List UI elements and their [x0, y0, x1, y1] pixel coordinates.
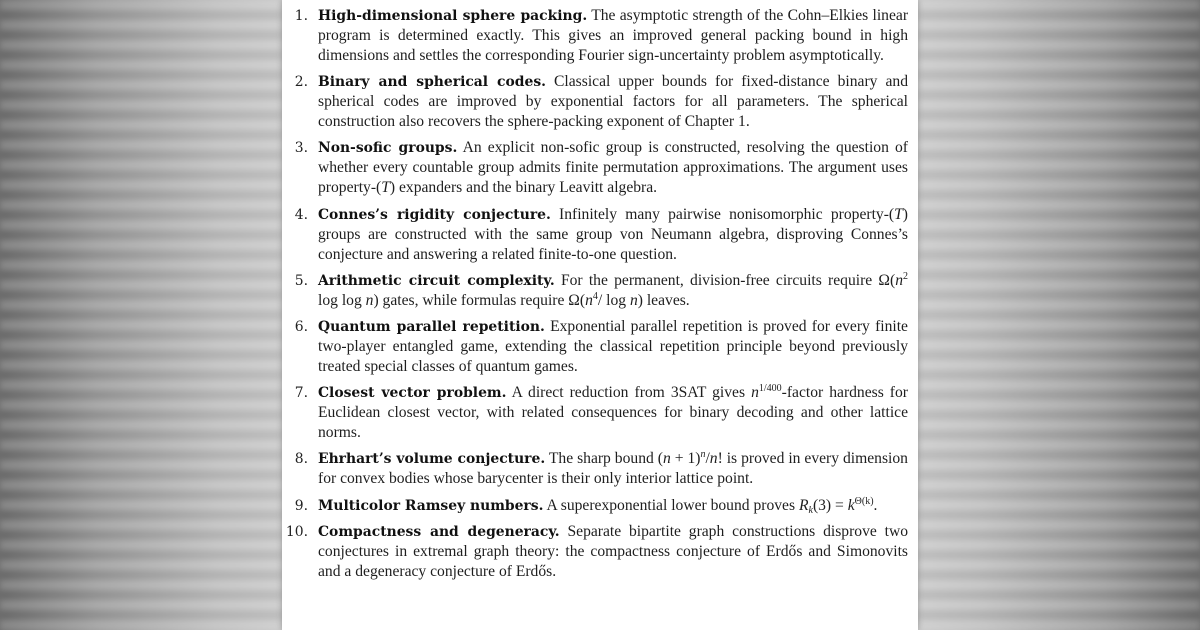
list-item-6	[282, 317, 908, 377]
math-symbol: R	[798, 496, 809, 514]
item-title: Ehrhart’s volume conjecture.	[318, 451, 546, 468]
item-body	[318, 6, 908, 66]
math-symbol: T	[381, 179, 390, 197]
item-title: High-dimensional sphere packing.	[318, 8, 588, 24]
item-text: Exponential parallel repetition is proved for every finite two-player entangled game, extending the classical repetition principle beyond previously treated special classes of quantum games.	[318, 317, 908, 375]
item-title: Closest vector problem.	[318, 385, 507, 402]
item-text: A direct reduction from 3SAT gives	[511, 384, 752, 402]
item-text: The asymptotic strength of the Cohn–Elkies linear program is determined exactly. This gives an improved general packing bound in high dimensions and settles the corresponding Fourier sign-uncertainty problem asymptotically.	[318, 7, 909, 64]
item-title: Arithmetic circuit complexity.	[318, 272, 555, 289]
item-number: 9.	[294, 497, 308, 514]
math-symbol: T	[894, 205, 903, 223]
item-text: / log	[597, 291, 630, 309]
item-text: ! is proved in every dimension for convex bodies whose barycenter is their only interior lattice point.	[318, 450, 908, 488]
item-number: 3.	[294, 140, 308, 157]
list-item-1	[282, 6, 908, 66]
list-item-2	[282, 72, 908, 132]
item-text: log log	[318, 291, 366, 309]
item-text: -factor hardness for Euclidean closest vector, with related consequences for binary decoding and other lattice norms.	[318, 384, 908, 442]
math-symbol: n	[709, 450, 718, 468]
item-body	[318, 72, 908, 132]
math-superscript: n	[700, 449, 706, 461]
math-superscript: 2	[903, 270, 908, 282]
math-superscript: 1/400	[758, 383, 782, 395]
item-body	[318, 138, 908, 198]
math-symbol: n	[662, 450, 671, 468]
item-number: 8.	[294, 451, 308, 468]
item-text: /	[705, 450, 710, 468]
item-title: Multicolor Ramsey numbers.	[318, 497, 544, 514]
item-title: Compactness and degeneracy.	[318, 523, 560, 540]
item-body	[318, 317, 908, 377]
math-superscript: 4	[592, 290, 598, 302]
item-body	[318, 449, 908, 489]
blurred-background-right	[918, 0, 1200, 630]
math-subscript: k	[808, 504, 813, 516]
document-page	[282, 0, 918, 630]
item-text: Infinitely many pairwise nonisomorphic property-(	[559, 205, 895, 223]
list-item-9	[282, 496, 908, 516]
item-body	[318, 496, 908, 516]
item-text: A superexponential lower bound proves	[546, 496, 799, 514]
math-symbol: n	[585, 291, 593, 309]
list-item-5	[282, 271, 908, 311]
item-title: Connes’s rigidity conjecture.	[318, 206, 551, 223]
math-symbol: n	[365, 291, 374, 309]
item-body	[318, 271, 908, 311]
item-body	[318, 522, 908, 582]
list-item-4	[282, 205, 908, 265]
item-text: ) gates, while formulas require Ω(	[373, 291, 586, 309]
item-number: 7.	[294, 385, 308, 402]
item-text: .	[873, 496, 878, 514]
item-text: Separate bipartite graph constructions disprove two conjectures in extremal graph theory: the compactness conjecture of Erdős and Simonovits and a degeneracy conjecture of Erdős.	[318, 522, 908, 580]
item-text: ) groups are constructed with the same group von Neumann algebra, disproving Connes’s conjecture and answering a related finite-to-one question.	[318, 205, 908, 263]
list-item-3	[282, 138, 908, 198]
item-text: An explicit non-sofic group is constructed, resolving the question of whether every countable group admits finite permutation approximations. The argument uses property-(	[318, 139, 908, 197]
item-number: 6.	[294, 318, 308, 335]
list-item-8	[282, 449, 908, 489]
item-text: ) leaves.	[637, 291, 690, 309]
list-item-10	[282, 522, 908, 582]
math-superscript: Θ(k)	[854, 495, 874, 507]
item-text: ) expanders and the binary Leavitt algebra.	[389, 179, 658, 197]
results-list	[282, 6, 908, 588]
math-symbol: n	[895, 271, 903, 289]
math-symbol: k	[847, 496, 855, 514]
blurred-background-left	[0, 0, 282, 630]
item-text: Classical upper bounds for fixed-distance binary and spherical codes are improved by exponential factors for all parameters. The spherical construction also recovers the sphere-packing exponent of Chapter 1.	[318, 73, 908, 131]
item-number: 10.	[285, 523, 308, 540]
item-text: For the permanent, division-free circuits require Ω(	[560, 271, 896, 289]
item-text: The sharp bound (	[548, 450, 663, 468]
item-number: 1.	[294, 8, 308, 24]
item-number: 5.	[294, 272, 308, 289]
item-body	[318, 205, 908, 265]
item-title: Binary and spherical codes.	[318, 74, 546, 91]
math-symbol: n	[751, 384, 759, 402]
item-text: (3) =	[812, 496, 848, 514]
item-title: Quantum parallel repetition.	[318, 318, 545, 335]
item-number: 2.	[294, 74, 308, 91]
math-symbol: n	[629, 291, 638, 309]
list-item-7	[282, 383, 908, 443]
item-number: 4.	[294, 206, 308, 223]
item-title: Non-sofic groups.	[318, 140, 458, 157]
item-text: + 1)	[670, 450, 701, 468]
item-body	[318, 383, 908, 443]
